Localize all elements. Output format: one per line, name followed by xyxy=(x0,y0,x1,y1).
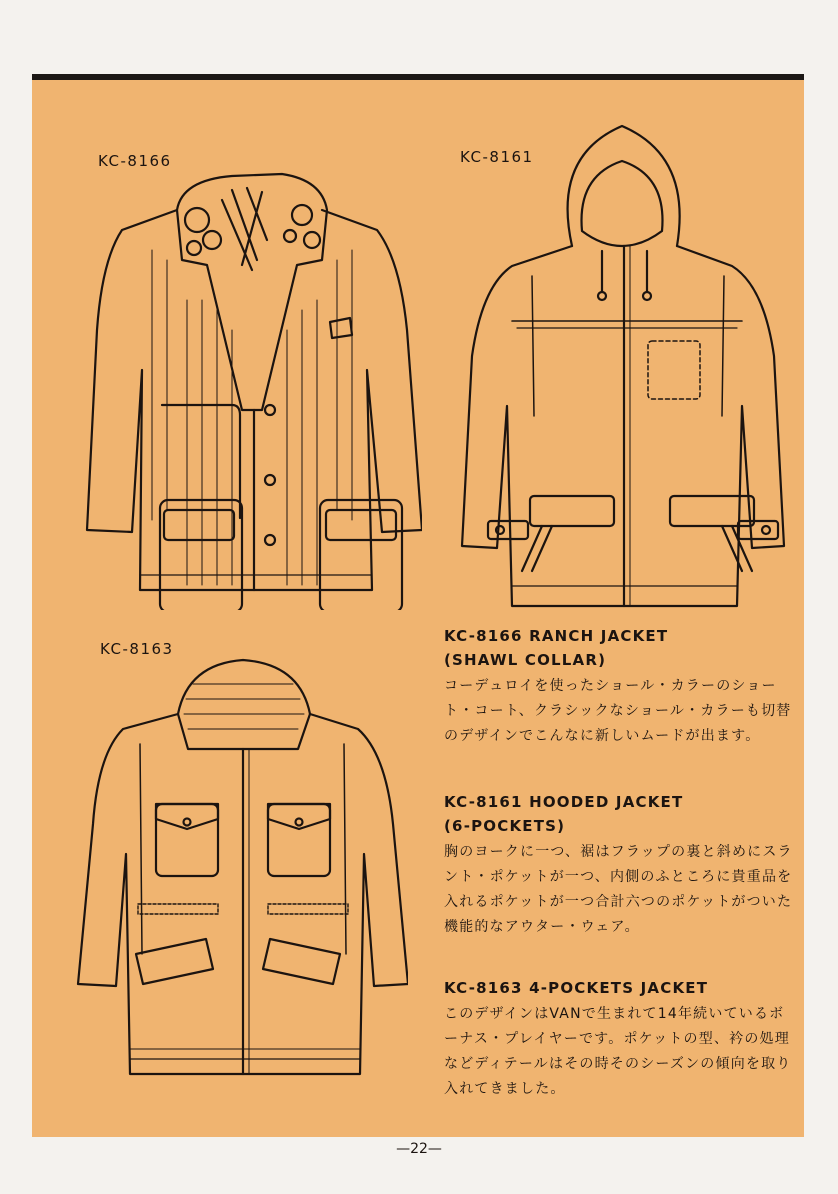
label-kc-8163: KC-8163 xyxy=(100,640,174,658)
desc-kc-8161 xyxy=(444,790,796,940)
desc-kc-8166 xyxy=(444,624,796,749)
desc-kc-8163 xyxy=(444,976,796,1102)
desc-kc-8166-body: コーデュロイを使ったショール・カラーのショート・コート、クラシックなショール・カラーも切替のデザインでこんなに新しいムードが出ます。 xyxy=(444,678,792,744)
ranch-jacket-illustration xyxy=(82,170,422,610)
desc-kc-8163-title: KC-8163 4-POCKETS JACKET xyxy=(444,979,709,997)
desc-kc-8161-title-line2: (6-POCKETS) xyxy=(444,817,566,835)
desc-kc-8161-title-line1: KC-8161 HOODED JACKET xyxy=(444,793,684,811)
desc-kc-8166-title-line2: (SHAWL COLLAR) xyxy=(444,651,607,669)
four-pocket-jacket-illustration xyxy=(68,654,408,1094)
label-kc-8166: KC-8166 xyxy=(98,152,172,170)
desc-kc-8166-title-line1: KC-8166 RANCH JACKET xyxy=(444,627,669,645)
desc-kc-8163-body: このデザインはVANで生まれて14年続いているボーナス・プレイヤーです。ポケットの型、衿の処理などディテールはその時そのシーズンの傾向を取り入れてきました。 xyxy=(444,1006,792,1097)
page-number: —22— xyxy=(396,1141,442,1157)
desc-kc-8161-body: 胸のヨークに一つ、裾はフラップの裏と斜めにスラント・ポケットが一つ、内側のふところに貴重品を入れるポケットが一つ合計六つのポケットがついた機能的なアウター・ウェア。 xyxy=(444,844,793,935)
catalog-panel xyxy=(32,74,804,1137)
label-kc-8161: KC-8161 xyxy=(460,148,534,166)
hooded-jacket-illustration xyxy=(452,116,792,616)
